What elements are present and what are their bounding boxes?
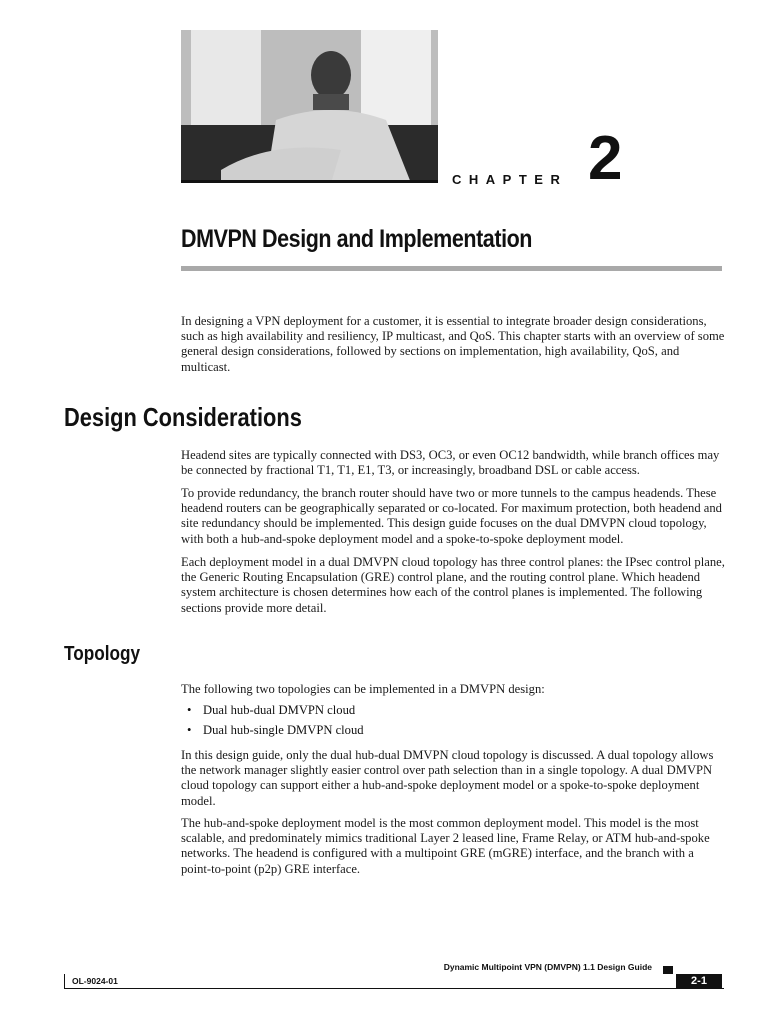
page-title: DMVPN Design and Implementation (181, 225, 533, 253)
topology-paragraph: In this design guide, only the dual hub-dual DMVPN cloud topology is discussed. A dual topology allows the network manager slightly easier control over path selection than in a single topology. A dual DMVPN cloud topology can support either a hub-and-spoke deployment model or a spoke-to-spoke deployment model. (181, 748, 714, 808)
chapter-number: 2 (588, 124, 623, 193)
footer-marker (663, 966, 673, 974)
man-in-chair-illustration (181, 30, 438, 183)
footer-guide-title: Dynamic Multipoint VPN (DMVPN) 1.1 Design Guide (443, 962, 652, 972)
bullet-icon: • (187, 723, 192, 738)
design-paragraph: To provide redundancy, the branch router should have two or more tunnels to the campus headends. These headend routers can be geographically separated or co-located. For maximum protection, both headend and site redundancy should be implemented. This design guide focuses on the dual DMVPN cloud topology, with both a hub-and-spoke deployment model and a spoke-to-spoke deployment model. (181, 486, 722, 546)
title-divider (181, 266, 722, 271)
chapter-label: CHAPTER (452, 172, 568, 187)
topology-lead: The following two topologies can be implemented in a DMVPN design: (181, 682, 545, 696)
footer-tick (64, 974, 65, 988)
list-item (181, 723, 726, 738)
bullet-icon: • (187, 703, 192, 717)
topology-paragraph: The hub-and-spoke deployment model is the most common deployment model. This model is the most scalable, and predominately mimics traditional Layer 2 leased line, Frame Relay, or ATM hub-and-spoke networks. The headend is configured with a multipoint GRE (mGRE) interface, and the branch with a point-to-point (p2p) GRE interface. (181, 816, 710, 876)
topology-list (181, 703, 726, 743)
chapter-photo (181, 30, 438, 183)
list-item-text: Dual hub-single DMVPN cloud (203, 723, 364, 738)
design-paragraph: Headend sites are typically connected with DS3, OC3, or even OC12 bandwidth, while branch offices may be connected by fractional T1, T1, E1, T3, or increasingly, broadband DSL or cable access. (181, 448, 720, 478)
section-heading-design: Design Considerations (64, 402, 302, 432)
intro-paragraph: In designing a VPN deployment for a customer, it is essential to integrate broader design considerations, such as high availability and resiliency, IP multicast, and QoS. This chapter starts with an overview of some general design considerations, followed by sections on implementation, high availability, QoS, and multicast. (181, 314, 725, 374)
section-heading-topology: Topology (64, 643, 141, 665)
design-paragraph: Each deployment model in a dual DMVPN cloud topology has three control planes: the IPsec control plane, the Generic Routing Encapsulation (GRE) control plane, and the routing control plane. Which headend system architecture is chosen determines how each of the control planes is implemented. The following sections provide more detail. (181, 555, 725, 615)
list-item-text: Dual hub-dual DMVPN cloud (203, 703, 356, 717)
footer-doc-number: OL-9024-01 (72, 976, 118, 986)
list-item (181, 703, 726, 718)
page-number: 2-1 (676, 974, 722, 989)
footer-rule (64, 988, 724, 989)
